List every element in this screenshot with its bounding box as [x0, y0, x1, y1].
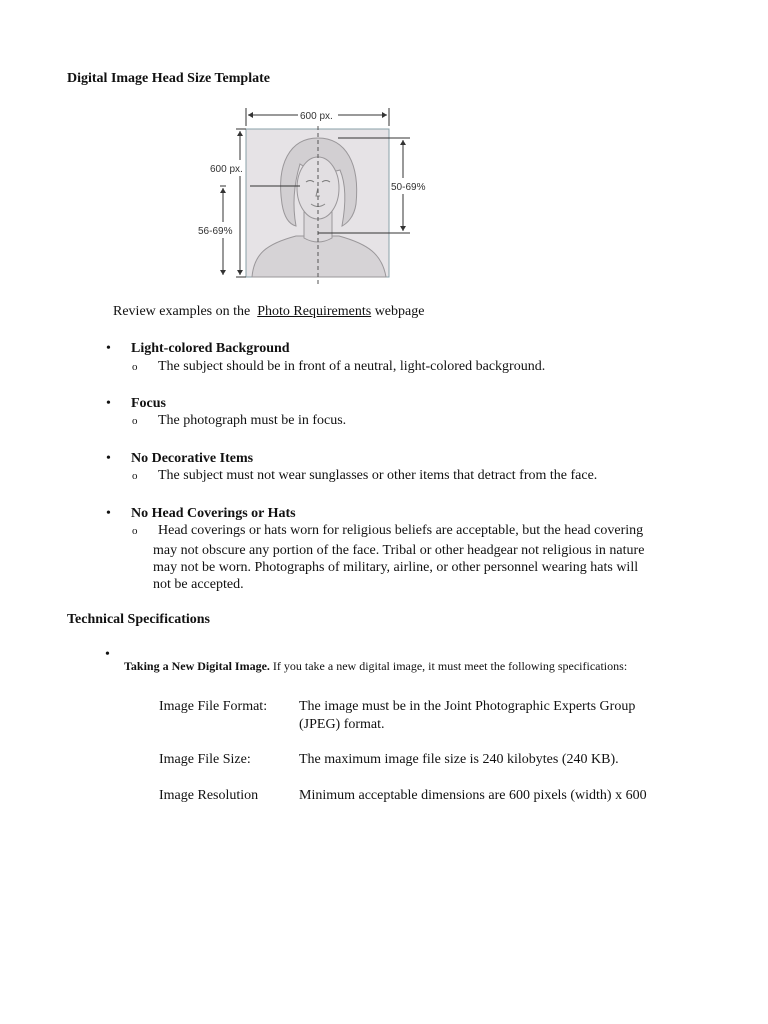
head-size-diagram-svg — [196, 104, 436, 284]
photo-requirements-link[interactable]: Photo Requirements — [257, 304, 372, 319]
spec-value-line: (JPEG) format. — [299, 717, 385, 732]
review-line — [113, 304, 424, 320]
width-arrow-right — [382, 112, 387, 118]
tech-intro-text: If you take a new digital image, it must meet the following specifications: — [272, 659, 628, 673]
bullet-glyph: • — [106, 396, 111, 411]
head-pct-label: 50-69% — [391, 182, 426, 193]
requirement-heading: No Decorative Items — [131, 451, 254, 466]
requirement-text-line: may not obscure any portion of the face. Tribal or other headgear not religious in nature — [153, 543, 645, 558]
spec-label: Image File Size: — [159, 752, 251, 767]
spec-value-line: The maximum image file size is 240 kilobytes (240 KB). — [299, 752, 619, 767]
requirement-heading: Focus — [131, 396, 166, 411]
bullet-glyph: • — [105, 647, 110, 662]
head-height-arrow-bottom — [400, 226, 406, 231]
requirement-text: The photograph must be in focus. — [158, 413, 347, 428]
tech-intro-bold: Taking a New Digital Image. — [124, 659, 270, 673]
bullet-glyph: • — [106, 506, 111, 521]
tech-specs-heading: Technical Specifications — [67, 612, 210, 627]
width-arrow-left — [248, 112, 253, 118]
requirement-text-line: not be accepted. — [153, 577, 244, 592]
eye-pct-label: 56-69% — [198, 226, 233, 237]
head-height-arrow-top — [400, 140, 406, 145]
review-prefix: Review examples on the — [113, 304, 251, 319]
sub-bullet-glyph: o — [132, 470, 138, 482]
head-size-diagram — [196, 104, 436, 289]
bullet-glyph: • — [106, 451, 111, 466]
spec-label: Image Resolution — [159, 788, 259, 803]
width-label: 600 px. — [300, 111, 333, 122]
requirement-text-line: Head coverings or hats worn for religious beliefs are acceptable, but the head covering — [158, 523, 644, 538]
review-suffix: webpage — [374, 304, 425, 319]
requirement-text: The subject should be in front of a neutral, light-colored background. — [158, 359, 546, 374]
requirement-heading: Light-colored Background — [131, 341, 290, 356]
height-arrow-bottom — [237, 270, 243, 275]
sub-bullet-glyph: o — [132, 415, 138, 427]
height-label: 600 px. — [210, 164, 243, 175]
eye-height-arrow-bottom — [220, 270, 226, 275]
tech-intro — [124, 659, 627, 674]
spec-value-line: Minimum acceptable dimensions are 600 pixels (width) x 600 — [299, 788, 647, 803]
bullet-glyph: • — [106, 341, 111, 356]
sub-bullet-glyph: o — [132, 525, 138, 537]
sub-bullet-glyph: o — [132, 361, 138, 373]
spec-label: Image File Format: — [159, 699, 268, 714]
page-title: Digital Image Head Size Template — [67, 71, 270, 86]
requirement-text-line: may not be worn. Photographs of military, airline, or other personnel wearing hats will — [153, 560, 639, 575]
requirement-heading: No Head Coverings or Hats — [131, 506, 296, 521]
height-arrow-top — [237, 131, 243, 136]
spec-value-line: The image must be in the Joint Photographic Experts Group — [299, 699, 636, 714]
requirement-text: The subject must not wear sunglasses or other items that detract from the face. — [158, 468, 598, 483]
eye-height-arrow-top — [220, 188, 226, 193]
